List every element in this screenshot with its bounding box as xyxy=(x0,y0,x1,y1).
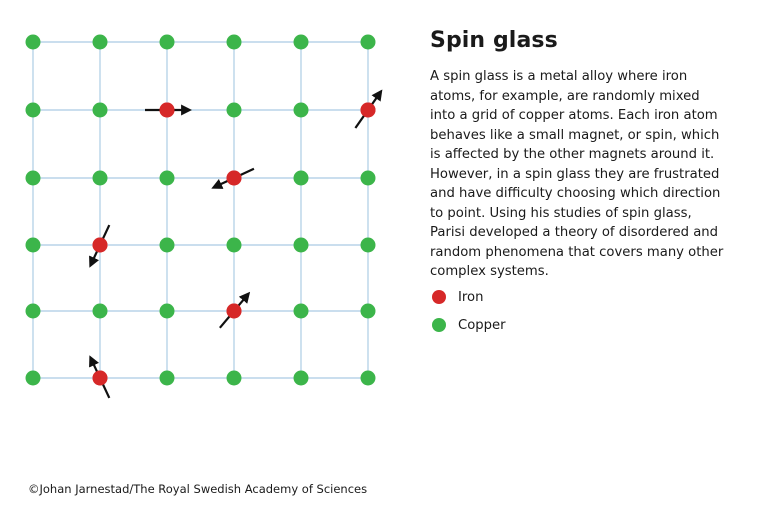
iron-atom-overlay xyxy=(160,103,175,118)
copper-atom xyxy=(26,304,41,319)
iron-dot-icon xyxy=(432,290,446,304)
iron-atom-overlay xyxy=(227,304,242,319)
copper-atom xyxy=(160,304,175,319)
copper-atom xyxy=(160,35,175,50)
copper-atom xyxy=(26,103,41,118)
copper-atom xyxy=(26,238,41,253)
copper-atom xyxy=(294,371,309,386)
copper-atom xyxy=(294,171,309,186)
copper-atom xyxy=(160,238,175,253)
copper-atom xyxy=(227,35,242,50)
legend xyxy=(432,283,682,339)
copper-atom xyxy=(93,35,108,50)
credit-line: ©Johan Jarnestad/The Royal Swedish Academy of Sciences xyxy=(28,482,368,496)
copper-atom xyxy=(26,371,41,386)
lattice-diagram xyxy=(0,0,410,440)
copper-atom xyxy=(26,35,41,50)
copper-atom xyxy=(227,238,242,253)
copper-dot-icon xyxy=(432,318,446,332)
lattice-nodes xyxy=(26,35,376,386)
copper-atom xyxy=(93,171,108,186)
copper-atom xyxy=(294,238,309,253)
copper-atom xyxy=(361,238,376,253)
iron-atom-overlay xyxy=(93,371,108,386)
legend-label-copper: Copper xyxy=(458,317,506,333)
legend-label-iron: Iron xyxy=(458,289,484,305)
copper-atom xyxy=(294,304,309,319)
copper-atom xyxy=(294,35,309,50)
copper-atom xyxy=(227,103,242,118)
page-title: Spin glass xyxy=(430,28,558,53)
grid-lines xyxy=(33,42,368,378)
copper-atom xyxy=(26,171,41,186)
copper-atom xyxy=(361,304,376,319)
iron-atom-overlay xyxy=(361,103,376,118)
description-panel xyxy=(430,28,740,282)
copper-atom xyxy=(361,35,376,50)
legend-item-copper xyxy=(432,311,682,339)
copper-atom xyxy=(361,171,376,186)
legend-item-iron xyxy=(432,283,682,311)
copper-atom xyxy=(160,371,175,386)
copper-atom xyxy=(294,103,309,118)
copper-atom xyxy=(227,371,242,386)
copper-atom xyxy=(160,171,175,186)
iron-atom-overlay xyxy=(93,238,108,253)
copper-atom xyxy=(93,304,108,319)
copper-atom xyxy=(93,103,108,118)
lattice-svg xyxy=(0,0,410,440)
copper-atom xyxy=(361,371,376,386)
iron-atom-overlay xyxy=(227,171,242,186)
description-text: A spin glass is a metal alloy where iron atoms, for example, are randomly mixed into a grid of copper atoms. Each iron atom behaves like a small magnet, or spin, which is affected by the other magnets around it. However, in a spin glass they are frustrated and have difficulty choosing which direction to point. Using his studies of spin glass, Parisi developed a theory of disordered and random phenomena that covers many other complex systems. xyxy=(430,69,724,279)
